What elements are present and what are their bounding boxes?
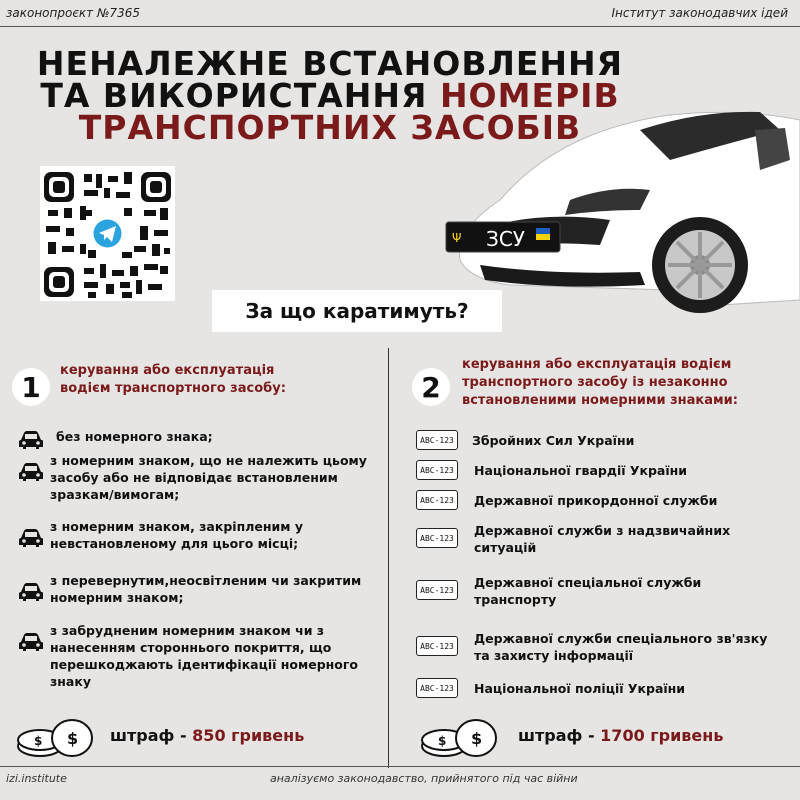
plate-item-text: Національної гвардії України bbox=[474, 463, 688, 478]
plate-item-text: Державної прикордонної служби bbox=[474, 493, 718, 508]
car-icon bbox=[18, 430, 44, 454]
plate-item-text: Державної служби спеціального зв'язку та захисту інформації bbox=[474, 631, 768, 663]
plate-item-text: Збройних Сил України bbox=[472, 433, 635, 448]
license-plate-icon: ABC-123 bbox=[416, 636, 458, 656]
number-badge-1: 1 bbox=[12, 368, 50, 406]
license-plate-icon: ABC-123 bbox=[416, 580, 458, 600]
fine-right: штраф - 1700 гривень bbox=[518, 726, 724, 745]
fine-left: штраф - 850 гривень bbox=[110, 726, 305, 745]
coins-icon-left bbox=[14, 708, 100, 764]
car-plate-text: ЗСУ bbox=[486, 227, 525, 251]
left-item-text: без номерного знака; bbox=[56, 429, 213, 444]
svg-text:$: $ bbox=[438, 734, 447, 748]
bill-number: законопроєкт №7365 bbox=[6, 6, 140, 20]
right-heading: керування або експлуатація водієм транспортного засобу із незаконно встановленими номерними знаками: bbox=[462, 357, 738, 408]
plate-item-text: Державної спеціальної служби транспорту bbox=[474, 575, 702, 607]
svg-text:$: $ bbox=[67, 729, 79, 748]
title-line-1: НЕНАЛЕЖНЕ ВСТАНОВЛЕННЯ bbox=[36, 44, 624, 83]
left-item-text: з номерним знаком, що не належить цьому засобу або не відповідає встановленим зразкам/вимогам; bbox=[50, 453, 367, 502]
left-item-text: з забрудненим номерним знаком чи з нанесенням стороннього покриття, що перешкоджають ідентифікації номерного знаку bbox=[50, 623, 359, 689]
top-divider bbox=[0, 26, 800, 27]
left-item-text: з перевернутим,неосвітленим чи закритим номерним знаком; bbox=[50, 573, 362, 605]
footer-site[interactable]: izi.institute bbox=[6, 772, 67, 785]
license-plate-icon: ABC-123 bbox=[416, 528, 458, 548]
license-plate-icon: ABC-123 bbox=[416, 490, 458, 510]
license-plate-icon: ABC-123 bbox=[416, 678, 458, 698]
number-badge-2: 2 bbox=[412, 368, 450, 406]
coins-icon-right bbox=[418, 708, 504, 764]
license-plate-icon: ABC-123 bbox=[416, 460, 458, 480]
car-icon bbox=[18, 582, 44, 606]
svg-text:$: $ bbox=[34, 734, 43, 748]
column-divider bbox=[388, 348, 389, 768]
title-line-2: ТА ВИКОРИСТАННЯ НОМЕРІВ bbox=[40, 76, 620, 115]
plate-item-text: Національної поліції України bbox=[474, 681, 686, 696]
plate-item-text: Державної служби з надзвичайних ситуацій bbox=[474, 523, 731, 555]
question-box: За що каратимуть? bbox=[212, 290, 502, 332]
bottom-divider bbox=[0, 766, 800, 767]
license-plate-icon: ABC-123 bbox=[416, 430, 458, 450]
left-heading: керування або експлуатація водієм транспортного засобу: bbox=[60, 363, 286, 396]
left-item-text: з номерним знаком, закріпленим у невстановленому для цього місці; bbox=[50, 519, 303, 551]
title-line-3: ТРАНСПОРТНИХ ЗАСОБІВ bbox=[78, 108, 582, 147]
car-icon bbox=[18, 528, 44, 552]
car-icon bbox=[18, 462, 44, 486]
footer-tagline: аналізуємо законодавство, прийнятого під час війни bbox=[270, 772, 578, 785]
trident-icon: Ψ bbox=[452, 231, 462, 245]
institute-name: Інститут законодавчих ідей bbox=[611, 6, 788, 20]
svg-text:$: $ bbox=[471, 729, 483, 748]
car-icon bbox=[18, 632, 44, 656]
telegram-qr-code[interactable] bbox=[40, 166, 175, 301]
